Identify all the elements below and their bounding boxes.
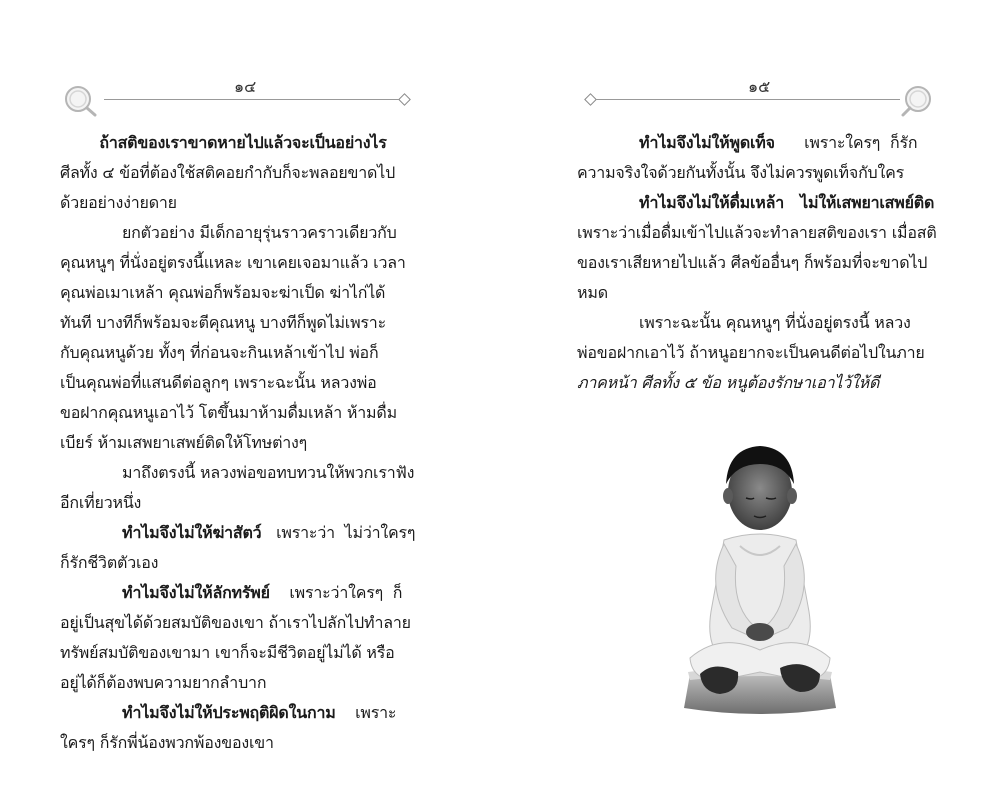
text-line — [60, 278, 426, 308]
text-line — [60, 608, 426, 638]
text-line — [60, 158, 426, 188]
text-line — [60, 128, 426, 158]
text-span: อยู่ได้ก็ต้องพบความยากลำบาก — [60, 673, 267, 692]
page-body — [577, 128, 935, 398]
text-line — [577, 128, 935, 158]
text-line — [577, 278, 935, 308]
text-line — [60, 308, 426, 338]
header-rule — [596, 99, 900, 100]
diamond-ornament-icon — [584, 93, 597, 106]
text-line — [60, 458, 426, 488]
text-span: อีกเที่ยวหนึ่ง — [60, 493, 142, 512]
text-span: ทันที บางทีก็พร้อมจะตีคุณหนู บางทีก็พูดไม่เพราะ — [60, 313, 386, 332]
text-line — [60, 668, 426, 698]
bold-heading: ถ้าสติของเราขาดหายไปแล้วจะเป็นอย่างไร — [99, 133, 387, 152]
text-line — [577, 218, 935, 248]
text-line — [60, 578, 426, 608]
text-span: คุณพ่อเมาเหล้า คุณพ่อก็พร้อมจะฆ่าเป็ด ฆ่าไก่ได้ — [60, 283, 386, 302]
text-line — [577, 338, 935, 368]
text-span: อยู่เป็นสุขได้ด้วยสมบัติของเขา ถ้าเราไปลักไปทำลาย — [60, 613, 411, 632]
bold-heading: ทำไมจึงไม่ให้ฆ่าสัตว์ — [122, 523, 262, 542]
magnifier-ornament-icon — [62, 84, 98, 118]
text-span: ด้วยอย่างง่ายดาย — [60, 193, 177, 212]
text-line — [60, 548, 426, 578]
diamond-ornament-icon — [398, 93, 411, 106]
page-header — [580, 78, 940, 118]
text-span: เพราะว่า ไม่ว่าใครๆ — [261, 523, 416, 542]
text-span: ความจริงใจด้วยกันทั้งนั้น จึงไม่ควรพูดเท็จกับใคร — [577, 163, 905, 182]
text-line — [60, 218, 426, 248]
text-span: พ่อขอฝากเอาไว้ ถ้าหนูอยากจะเป็นคนดีต่อไปในภาย — [577, 343, 925, 362]
text-span: ศีลทั้ง ๔ ข้อที่ต้องใช้สติคอยกำกับก็จะพลอยขาดไป — [60, 163, 396, 182]
text-span: หมด — [577, 283, 608, 302]
bold-heading: ทำไมจึงไม่ให้ลักทรัพย์ — [122, 583, 270, 602]
page-number: ๑๔ — [234, 77, 257, 96]
text-line — [60, 698, 426, 728]
text-line — [577, 308, 935, 338]
bold-heading: ทำไมจึงไม่ให้พูดเท็จ — [639, 133, 775, 152]
bold-heading: ทำไมจึงไม่ให้ดื่มเหล้า ไม่ให้เสพยาเสพย์ติด — [639, 193, 935, 212]
text-line — [577, 248, 935, 278]
page-body — [60, 128, 426, 758]
text-line — [60, 728, 426, 758]
text-span: ใครๆ ก็รักพี่น้องพวกพ้องของเขา — [60, 733, 274, 752]
text-span: ของเราเสียหายไปแล้ว ศีลข้ออื่นๆ ก็พร้อมที่จะขาดไป — [577, 253, 928, 272]
text-line — [60, 638, 426, 668]
text-span: ขอฝากคุณหนูเอาไว้ โตขึ้นมาห้ามดื่มเหล้า ห้ามดื่ม — [60, 403, 397, 422]
text-span: กับคุณหนูด้วย ทั้งๆ ที่ก่อนจะกินเหล้าเข้าไป พ่อก็ — [60, 343, 379, 362]
text-span: ก็รักชีวิตตัวเอง — [60, 553, 159, 572]
text-span: เพราะว่าเมื่อดื่มเข้าไปแล้วจะทำลายสติของเรา เมื่อสติ — [577, 223, 937, 242]
text-span: เพราะ — [335, 703, 397, 722]
meditating-child-photo — [680, 436, 840, 722]
text-line — [60, 338, 426, 368]
text-line — [577, 368, 935, 398]
page-number: ๑๕ — [748, 77, 771, 96]
text-line — [60, 188, 426, 218]
magnifier-ornament-icon — [900, 84, 936, 118]
text-line — [60, 398, 426, 428]
text-line — [60, 518, 426, 548]
text-span: คุณหนูๆ ที่นั่งอยู่ตรงนี้แหละ เขาเคยเจอมาแล้ว เวลา — [60, 253, 406, 272]
text-span: มาถึงตรงนี้ หลวงพ่อขอทบทวนให้พวกเราฟัง — [122, 463, 415, 482]
bold-heading: ทำไมจึงไม่ให้ประพฤติผิดในกาม — [122, 703, 336, 722]
text-line — [577, 158, 935, 188]
text-span: ภาคหน้า ศีลทั้ง ๕ ข้อ หนูต้องรักษาเอาไว้ให้ดี — [577, 373, 880, 392]
text-line — [60, 428, 426, 458]
text-line — [60, 368, 426, 398]
text-span: เพราะว่าใครๆ ก็ — [269, 583, 403, 602]
text-line — [60, 248, 426, 278]
text-line — [577, 188, 935, 218]
header-rule — [104, 99, 402, 100]
text-span: เบียร์ ห้ามเสพยาเสพย์ติดให้โทษต่างๆ — [60, 433, 308, 452]
text-span: ยกตัวอย่าง มีเด็กอายุรุ่นราวคราวเดียวกับ — [122, 223, 397, 242]
text-span: ทรัพย์สมบัติของเขามา เขาก็จะมีชีวิตอยู่ไม่ได้ หรือ — [60, 643, 395, 662]
text-span: เป็นคุณพ่อที่แสนดีต่อลูกๆ เพราะฉะนั้น หลวงพ่อ — [60, 373, 377, 392]
right-page — [500, 0, 1000, 791]
page-header — [60, 78, 420, 118]
text-span: เพราะใครๆ ก็รัก — [774, 133, 918, 152]
text-span: เพราะฉะนั้น คุณหนูๆ ที่นั่งอยู่ตรงนี้ หลวง — [639, 313, 911, 332]
text-line — [60, 488, 426, 518]
